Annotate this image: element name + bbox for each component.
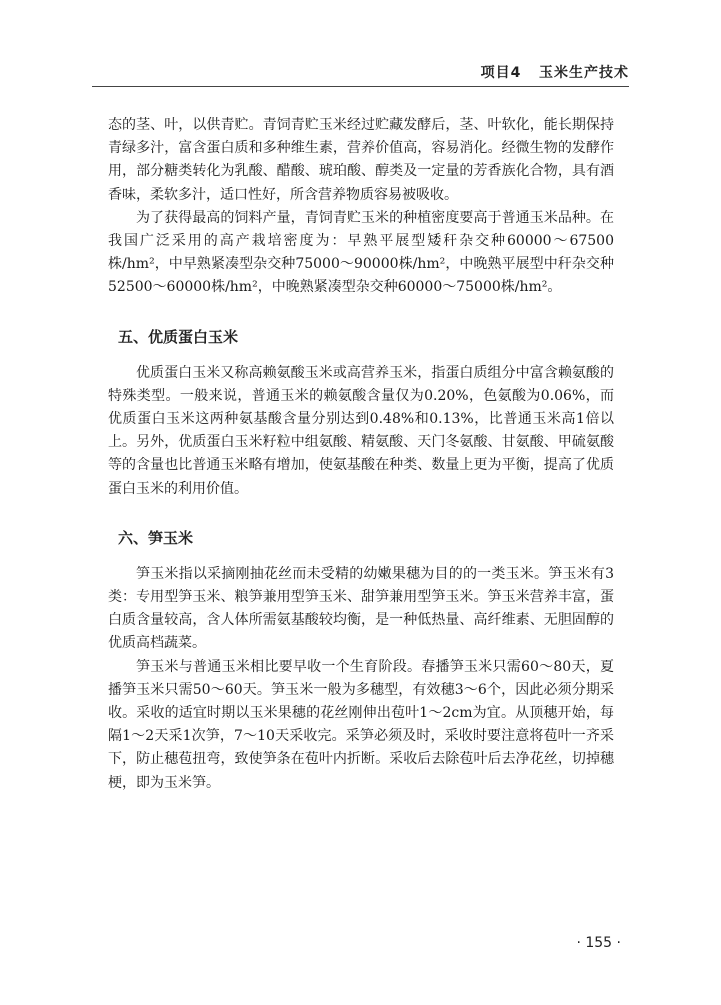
paragraph: 态的茎、叶，以供青贮。青饲青贮玉米经过贮藏发酵后，茎、叶软化，能长期保持青绿多汁，富含蛋白质和多种维生素，营养价值高，容易消化。经微生物的发酵作用，部分糖类转化为乳酸、醋酸、琥珀酸、醇类及一定量的芳香族化合物，具有酒香味，柔软多汁，适口性好，所含营养物质容易被吸收。	[108, 117, 614, 203]
paragraph: 优质蛋白玉米又称高赖氨酸玉米或高营养玉米，指蛋白质组分中富含赖氨酸的特殊类型。一般来说，普通玉米的赖氨酸含量仅为0.20%，色氨酸为0.06%，而优质蛋白玉米这两种氨基酸含量分别达到0.48%和0.13%，比普通玉米高1倍以上。另外，优质蛋白玉米籽粒中组氨酸、精氨酸、天门冬氨酸、甘氨酸、甲硫氨酸等的含量也比普通玉米略有增加，使氨基酸在种类、数量上更为平衡，提高了优质蛋白玉米的利用价值。	[108, 364, 614, 497]
paragraph: 笋玉米与普通玉米相比要早收一个生育阶段。春播笋玉米只需60～80天，夏播笋玉米只需50～60天。笋玉米一般为多穗型，有效穗3～6个，因此必须分期采收。采收的适宜时期以玉米果穗的花丝刚伸出苞叶1～2cm为宜。从顶穗开始，每隔1～2天采1次笋，7～10天采收完。采笋必须及时，采收时要注意将苞叶一齐采下，防止穗苞扭弯，致使笋条在苞叶内折断。采收后去除苞叶后去净花丝，切掉穗梗，即为玉米笋。	[108, 658, 614, 791]
section-heading: 六、笋玉米	[118, 528, 194, 547]
section-heading: 五、优质蛋白玉米	[118, 327, 239, 346]
paragraph: 笋玉米指以采摘刚抽花丝而未受精的幼嫩果穗为目的的一类玉米。笋玉米有3类：专用型笋玉米、粮笋兼用型笋玉米、甜笋兼用型笋玉米。笋玉米营养丰富，蛋白质含量较高，含人体所需氨基酸较均衡，是一种低热量、高纤维素、无胆固醇的优质高档蔬菜。	[108, 565, 614, 652]
paragraph: 为了获得最高的饲料产量，青饲青贮玉米的种植密度要高于普通玉米品种。在我国广泛采用的高产栽培密度为：早熟平展型矮秆杂交种60000～67500株/hm²，中早熟紧凑型杂交种75000～90000株/hm²，中晚熟平展型中秆杂交种52500～60000株/hm²，中晚熟紧凑型杂交种60000～75000株/hm²。	[108, 209, 614, 296]
running-header	[92, 58, 629, 87]
page-number: · 155 ·	[576, 935, 621, 951]
page-body	[108, 114, 614, 795]
running-title: 项目4 玉米生产技术	[480, 65, 629, 81]
